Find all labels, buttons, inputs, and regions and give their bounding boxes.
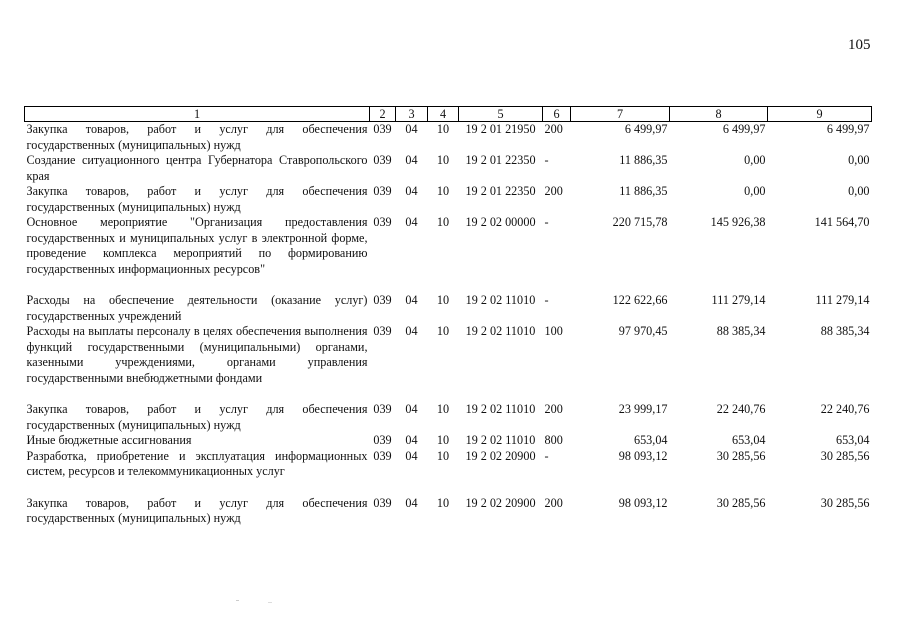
table-row <box>25 402 872 433</box>
cell-subsection: 10 <box>436 433 450 447</box>
row-name: Закупка товаров, работ и услуг для обеспечения государственных (муниципальных) нужд <box>26 184 368 214</box>
cell-amount-2: 30 285,56 <box>716 495 766 510</box>
cell-subsection: 10 <box>436 184 450 198</box>
cell-target-article: 19 2 02 11010 <box>465 293 536 307</box>
row-name: Основное мероприятие "Организация предоставления государственных и муниципальных услуг в электронной форме, проведение комплекса мероприятий по формированию государственных информационных ресурсов" <box>26 215 368 276</box>
row-name: Закупка товаров, работ и услуг для обеспечения государственных (муниципальных) нужд <box>26 402 368 432</box>
table-row <box>25 293 872 324</box>
row-name: Расходы на выплаты персоналу в целях обеспечения выполнения функций государственными (муниципальными) органами, казенными учреждениями, органами управления государственными внебюджетными фондами <box>26 324 368 385</box>
cell-amount-2: 6 499,97 <box>722 122 766 136</box>
cell-ministry: 039 <box>373 448 392 463</box>
cell-expense-type: 800 <box>544 433 563 447</box>
column-header: 1 <box>25 107 370 122</box>
column-header: 5 <box>459 107 543 122</box>
cell-amount-3: 653,04 <box>835 433 870 447</box>
cell-expense-type: 200 <box>544 495 563 510</box>
cell-ministry: 039 <box>373 433 392 447</box>
cell-amount-1: 97 970,45 <box>618 324 668 338</box>
column-header: 7 <box>571 107 670 122</box>
cell-target-article: 19 2 02 00000 <box>465 215 536 229</box>
cell-expense-type: - <box>544 153 549 167</box>
row-spacer <box>25 480 872 496</box>
cell-amount-1: 220 715,78 <box>612 215 668 229</box>
cell-amount-2: 88 385,34 <box>716 324 766 338</box>
cell-target-article: 19 2 01 22350 <box>465 184 536 198</box>
cell-amount-1: 11 886,35 <box>619 153 668 167</box>
cell-section: 04 <box>405 153 418 167</box>
table-row <box>25 496 872 527</box>
cell-section: 04 <box>405 495 418 510</box>
cell-expense-type: 200 <box>544 122 563 136</box>
cell-subsection: 10 <box>436 495 450 510</box>
cell-amount-3: 22 240,76 <box>820 402 870 416</box>
cell-section: 04 <box>405 448 418 463</box>
cell-expense-type: - <box>544 215 549 229</box>
cell-subsection: 10 <box>436 153 450 167</box>
row-name: Расходы на обеспечение деятельности (оказание услуг) государственных учреждений <box>26 293 368 323</box>
cell-subsection: 10 <box>436 293 450 307</box>
cell-section: 04 <box>405 215 418 229</box>
cell-expense-type: 200 <box>544 402 563 416</box>
row-spacer <box>25 386 872 402</box>
cell-target-article: 19 2 02 11010 <box>465 402 536 416</box>
cell-ministry: 039 <box>373 293 392 307</box>
row-name: Создание ситуационного центра Губернатора Ставропольского края <box>26 153 368 183</box>
cell-amount-2: 22 240,76 <box>716 402 766 416</box>
table-row <box>25 122 872 154</box>
cell-amount-3: 0,00 <box>848 153 870 167</box>
cell-subsection: 10 <box>436 402 450 416</box>
table-row <box>25 215 872 277</box>
cell-target-article: 19 2 02 20900 <box>465 495 536 510</box>
cell-ministry: 039 <box>373 215 392 229</box>
row-name: Закупка товаров, работ и услуг для обеспечения государственных (муниципальных) нужд <box>26 122 368 152</box>
cell-subsection: 10 <box>436 122 450 136</box>
cell-expense-type: 100 <box>544 324 563 338</box>
cell-section: 04 <box>405 402 418 416</box>
cell-ministry: 039 <box>373 495 392 510</box>
cell-target-article: 19 2 01 21950 <box>465 122 536 136</box>
row-name: Иные бюджетные ассигнования <box>26 433 192 447</box>
cell-amount-1: 653,04 <box>633 433 668 447</box>
cell-section: 04 <box>405 122 418 136</box>
cell-amount-2: 145 926,38 <box>710 215 766 229</box>
cell-subsection: 10 <box>436 324 450 338</box>
row-name: Разработка, приобретение и эксплуатация информационных систем, ресурсов и телекоммуникационных услуг <box>26 448 368 478</box>
cell-amount-2: 0,00 <box>744 184 766 198</box>
cell-expense-type: - <box>544 293 549 307</box>
cell-amount-2: 0,00 <box>744 153 766 167</box>
cell-amount-2: 653,04 <box>731 433 766 447</box>
column-header: 2 <box>370 107 396 122</box>
column-header: 8 <box>670 107 768 122</box>
scan-speck <box>236 600 239 601</box>
page-number: 105 <box>848 37 871 53</box>
cell-section: 04 <box>405 433 418 447</box>
cell-section: 04 <box>405 324 418 338</box>
cell-ministry: 039 <box>373 184 392 198</box>
column-header: 6 <box>543 107 571 122</box>
cell-amount-1: 98 093,12 <box>618 495 668 510</box>
table-row <box>25 324 872 386</box>
table-row <box>25 184 872 215</box>
cell-expense-type: - <box>544 448 549 463</box>
cell-amount-3: 141 564,70 <box>814 215 870 229</box>
table-row <box>25 449 872 480</box>
cell-subsection: 10 <box>436 448 450 463</box>
column-header: 4 <box>428 107 459 122</box>
cell-amount-1: 122 622,66 <box>612 293 668 307</box>
cell-amount-2: 111 279,14 <box>711 293 766 307</box>
cell-amount-1: 98 093,12 <box>618 448 668 463</box>
cell-target-article: 19 2 02 11010 <box>465 433 536 447</box>
cell-amount-3: 30 285,56 <box>820 448 870 463</box>
header-row <box>25 107 872 122</box>
cell-amount-3: 88 385,34 <box>820 324 870 338</box>
cell-target-article: 19 2 01 22350 <box>465 153 536 167</box>
column-header: 9 <box>768 107 872 122</box>
cell-amount-3: 111 279,14 <box>815 293 870 307</box>
cell-section: 04 <box>405 184 418 198</box>
scan-speck <box>268 602 272 603</box>
cell-amount-3: 6 499,97 <box>826 122 870 136</box>
cell-amount-2: 30 285,56 <box>716 448 766 463</box>
cell-amount-3: 30 285,56 <box>820 495 870 510</box>
cell-expense-type: 200 <box>544 184 563 198</box>
cell-subsection: 10 <box>436 215 450 229</box>
cell-section: 04 <box>405 293 418 307</box>
cell-target-article: 19 2 02 20900 <box>465 448 536 463</box>
budget-table <box>24 106 872 527</box>
cell-ministry: 039 <box>373 122 392 136</box>
cell-amount-1: 11 886,35 <box>619 184 668 198</box>
cell-ministry: 039 <box>373 324 392 338</box>
cell-amount-1: 6 499,97 <box>624 122 668 136</box>
table-row <box>25 433 872 449</box>
table-row <box>25 153 872 184</box>
cell-ministry: 039 <box>373 402 392 416</box>
row-name: Закупка товаров, работ и услуг для обеспечения государственных (муниципальных) нужд <box>26 495 368 525</box>
cell-ministry: 039 <box>373 153 392 167</box>
column-header: 3 <box>396 107 428 122</box>
row-spacer <box>25 277 872 293</box>
cell-amount-3: 0,00 <box>848 184 870 198</box>
cell-target-article: 19 2 02 11010 <box>465 324 536 338</box>
cell-amount-1: 23 999,17 <box>618 402 668 416</box>
